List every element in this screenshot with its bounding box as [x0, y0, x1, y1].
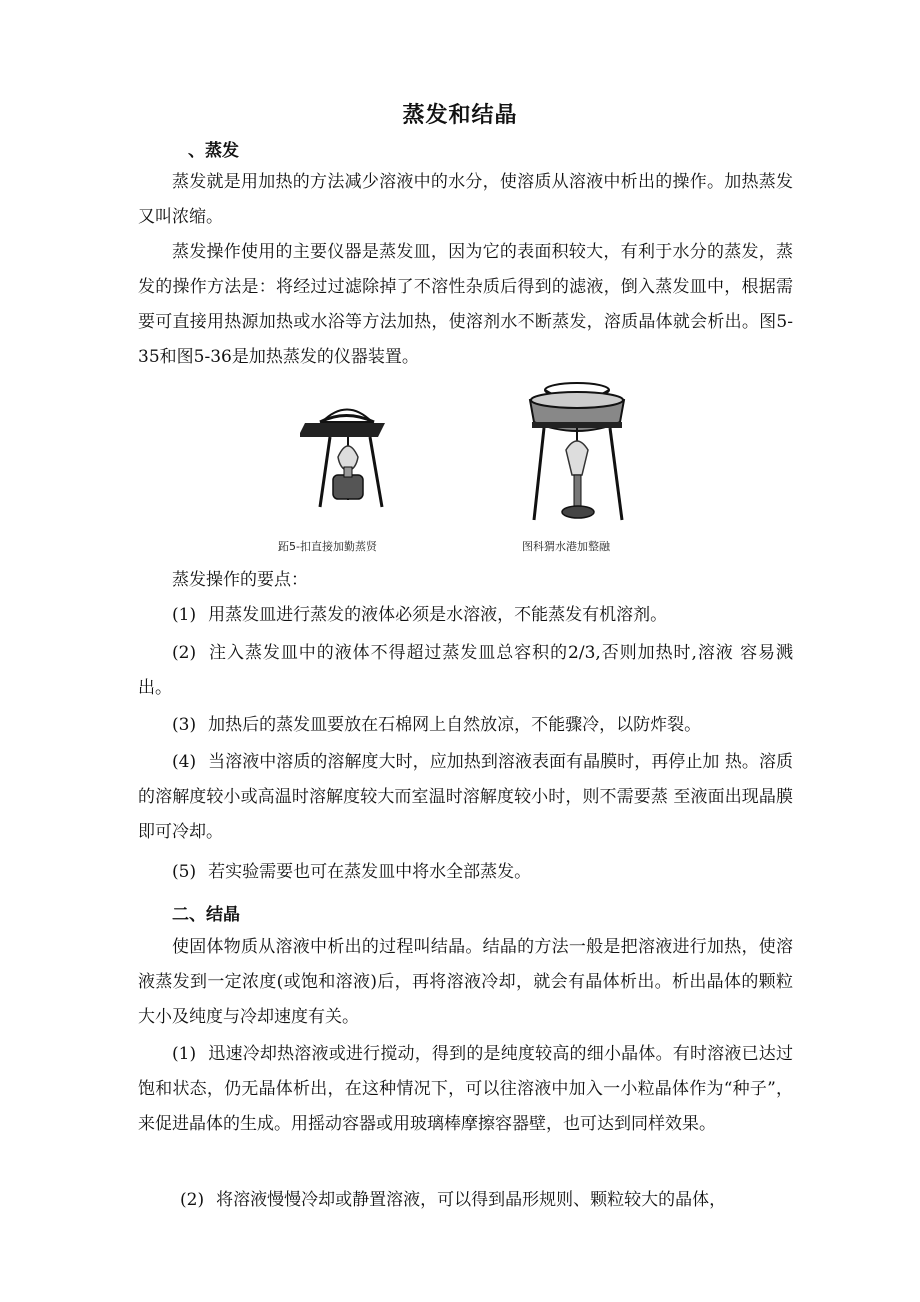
item-text: 加热后的蒸发皿要放在石棉网上自然放凉，不能骤冷，以防炸裂。 — [208, 715, 702, 735]
section-heading-evaporation: 、蒸发 — [188, 141, 239, 161]
item-text: 将溶液慢慢冷却或静置溶液，可以得到晶形规则、颗粒较大的晶体， — [216, 1190, 727, 1210]
paragraph-crystallization-definition: 使固体物质从溶液中析出的过程叫结晶。结晶的方法一般是把溶液进行加热，使溶液蒸发到一定浓度(或饱和溶液)后，再将溶液冷却，就会有晶体析出。析出晶体的颗粒大小及纯度与冷却速度有关。 — [138, 937, 793, 1027]
item-number: (1) — [172, 1044, 197, 1064]
item-number: (5) — [172, 862, 197, 882]
item-number: (1) — [172, 605, 197, 625]
figure1-caption: 跖5-扣直接加勤蒸贤 — [278, 540, 377, 553]
list-item — [138, 1037, 793, 1142]
figure2-caption: 图科猬水港加整融 — [522, 540, 610, 553]
list-item — [138, 855, 793, 890]
item-text: 用蒸发皿进行蒸发的液体必须是水溶液，不能蒸发有机溶剂。 — [208, 605, 668, 625]
list-item — [138, 708, 793, 743]
list-item — [138, 598, 793, 633]
item-text: 迅速冷却热溶液或进行搅动，得到的是纯度较高的细小晶体。有时溶液已达过饱和状态，仍无晶体析出，在这种情况下，可以往溶液中加入一小粒晶体作为“种子”，来促进晶体的生成。用摇动容器或用玻璃棒摩擦容器壁，也可达到同样效果。 — [138, 1044, 793, 1134]
page-title: 蒸发和结晶 — [402, 103, 518, 128]
paragraph-evaporation-definition: 蒸发就是用加热的方法减少溶液中的水分，使溶质从溶液中析出的操作。加热蒸发又叫浓缩。 — [138, 172, 793, 227]
points-title: 蒸发操作的要点： — [172, 570, 308, 590]
item-number: (2) — [180, 1190, 205, 1210]
figure-direct-heating — [300, 395, 400, 515]
list-item — [138, 1183, 793, 1218]
item-text: 若实验需要也可在蒸发皿中将水全部蒸发。 — [208, 862, 532, 882]
list-item — [138, 636, 793, 706]
figure-water-bath-heating — [522, 380, 632, 525]
paragraph-evaporation-instrument: 蒸发操作使用的主要仪器是蒸发皿，因为它的表面积较大，有利于水分的蒸发，蒸发的操作方法是：将经过过滤除掉了不溶性杂质后得到的滤液，倒入蒸发皿中，根据需要可直接用热源加热或水浴等方法加热，使溶剂水不断蒸发，溶质晶体就会析出。图5-35和图5-36是加热蒸发的仪器装置。 — [138, 242, 793, 367]
section-heading-crystallization: 二、结晶 — [172, 905, 240, 925]
item-text: 当溶液中溶质的溶解度大时，应加热到溶液表面有晶膜时，再停止加 热。溶质的溶解度较小或高温时溶解度较大而室温时溶解度较小时，则不需要蒸 至液面出现晶膜即可冷却。 — [138, 752, 793, 842]
item-text: 注入蒸发皿中的液体不得超过蒸发皿总容积的2/3,否则加热时,溶液 容易溅出。 — [138, 643, 793, 698]
item-number: (3) — [172, 715, 197, 735]
item-number: (2) — [172, 643, 197, 663]
list-item — [138, 745, 793, 850]
item-number: (4) — [172, 752, 197, 772]
